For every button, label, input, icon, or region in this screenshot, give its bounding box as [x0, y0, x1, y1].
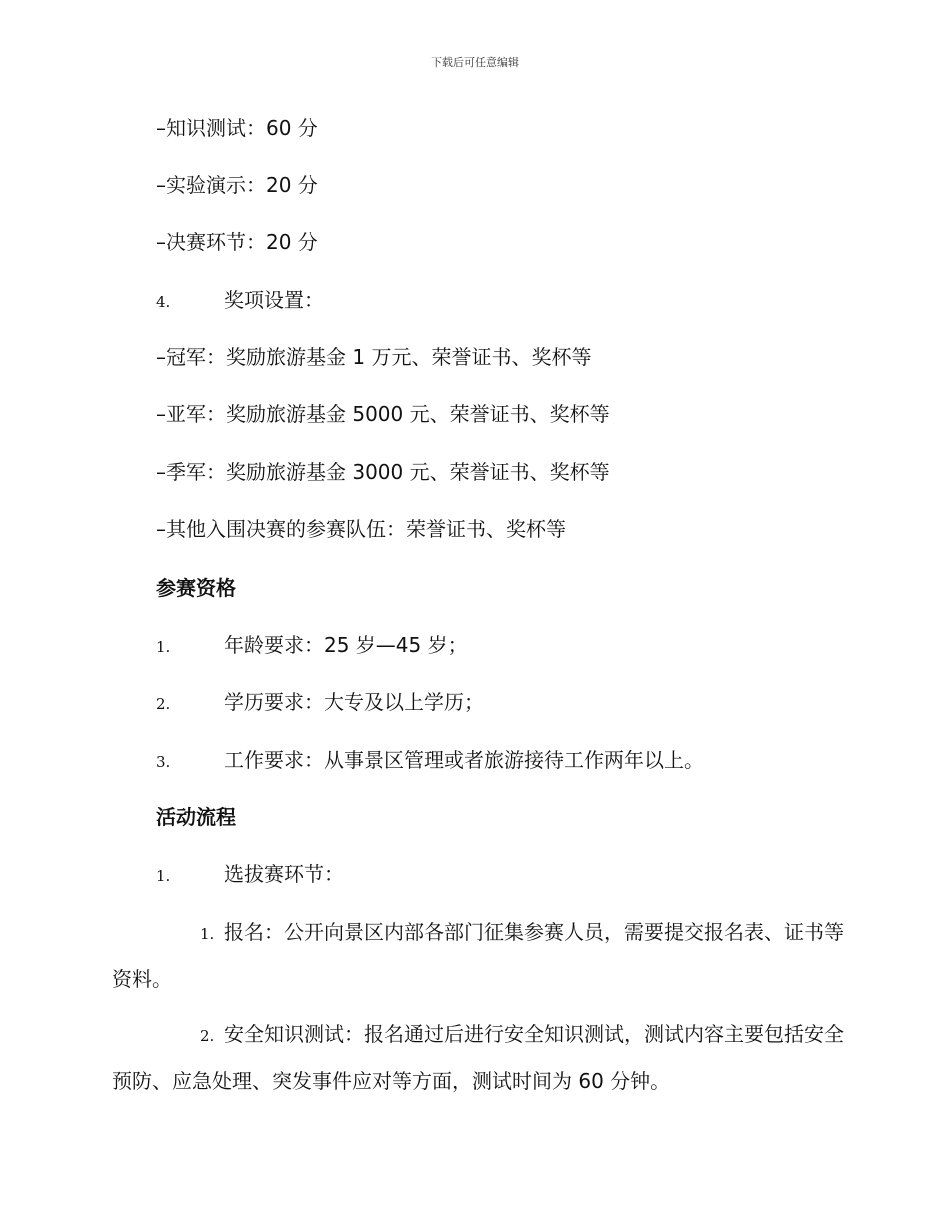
awards-title: 奖项设置： [224, 288, 324, 312]
list-text: 学历要求：大专及以上学历； [224, 690, 484, 714]
list-number: 1. [156, 867, 171, 885]
process-heading: 活动流程 [156, 805, 236, 829]
score-item-knowledge: –知识测试：60 分 [156, 116, 318, 140]
award-item-others: –其他入围决赛的参赛队伍：荣誉证书、奖杯等 [156, 517, 566, 541]
eligibility-heading: 参赛资格 [156, 576, 236, 600]
list-number: 3. [156, 753, 171, 771]
paragraph-text: 安全知识测试：报名通过后进行安全知识测试，测试内容主要包括安全预防、应急处理、突发事件应对等方面，测试时间为 60 分钟。 [112, 1022, 844, 1093]
list-text: 选拔赛环节： [224, 862, 344, 886]
list-number: 1. [200, 925, 215, 943]
process-step-registration [112, 910, 852, 1002]
list-number: 2. [156, 695, 171, 713]
award-item-third: –季军：奖励旅游基金 3000 元、荣誉证书、奖杯等 [156, 460, 610, 484]
award-item-runner-up: –亚军：奖励旅游基金 5000 元、荣誉证书、奖杯等 [156, 402, 610, 426]
process-stage [156, 860, 344, 890]
eligibility-item-age [156, 631, 468, 661]
list-text: 工作要求：从事景区管理或者旅游接待工作两年以上。 [224, 748, 704, 772]
eligibility-item-work [156, 746, 704, 776]
awards-number: 4. [156, 293, 171, 311]
process-step-safety-test [112, 1012, 852, 1104]
list-text: 年龄要求：25 岁—45 岁； [224, 633, 468, 657]
list-number: 1. [156, 638, 171, 656]
awards-title-line [156, 286, 324, 316]
eligibility-item-education [156, 688, 484, 718]
score-item-final: –决赛环节：20 分 [156, 230, 318, 254]
list-number: 2. [200, 1027, 215, 1045]
score-item-experiment: –实验演示：20 分 [156, 173, 318, 197]
paragraph-text: 报名：公开向景区内部各部门征集参赛人员，需要提交报名表、证书等资料。 [112, 920, 844, 991]
award-item-champion: –冠军：奖励旅游基金 1 万元、荣誉证书、奖杯等 [156, 345, 592, 369]
page-header: 下载后可任意编辑 [431, 56, 519, 69]
